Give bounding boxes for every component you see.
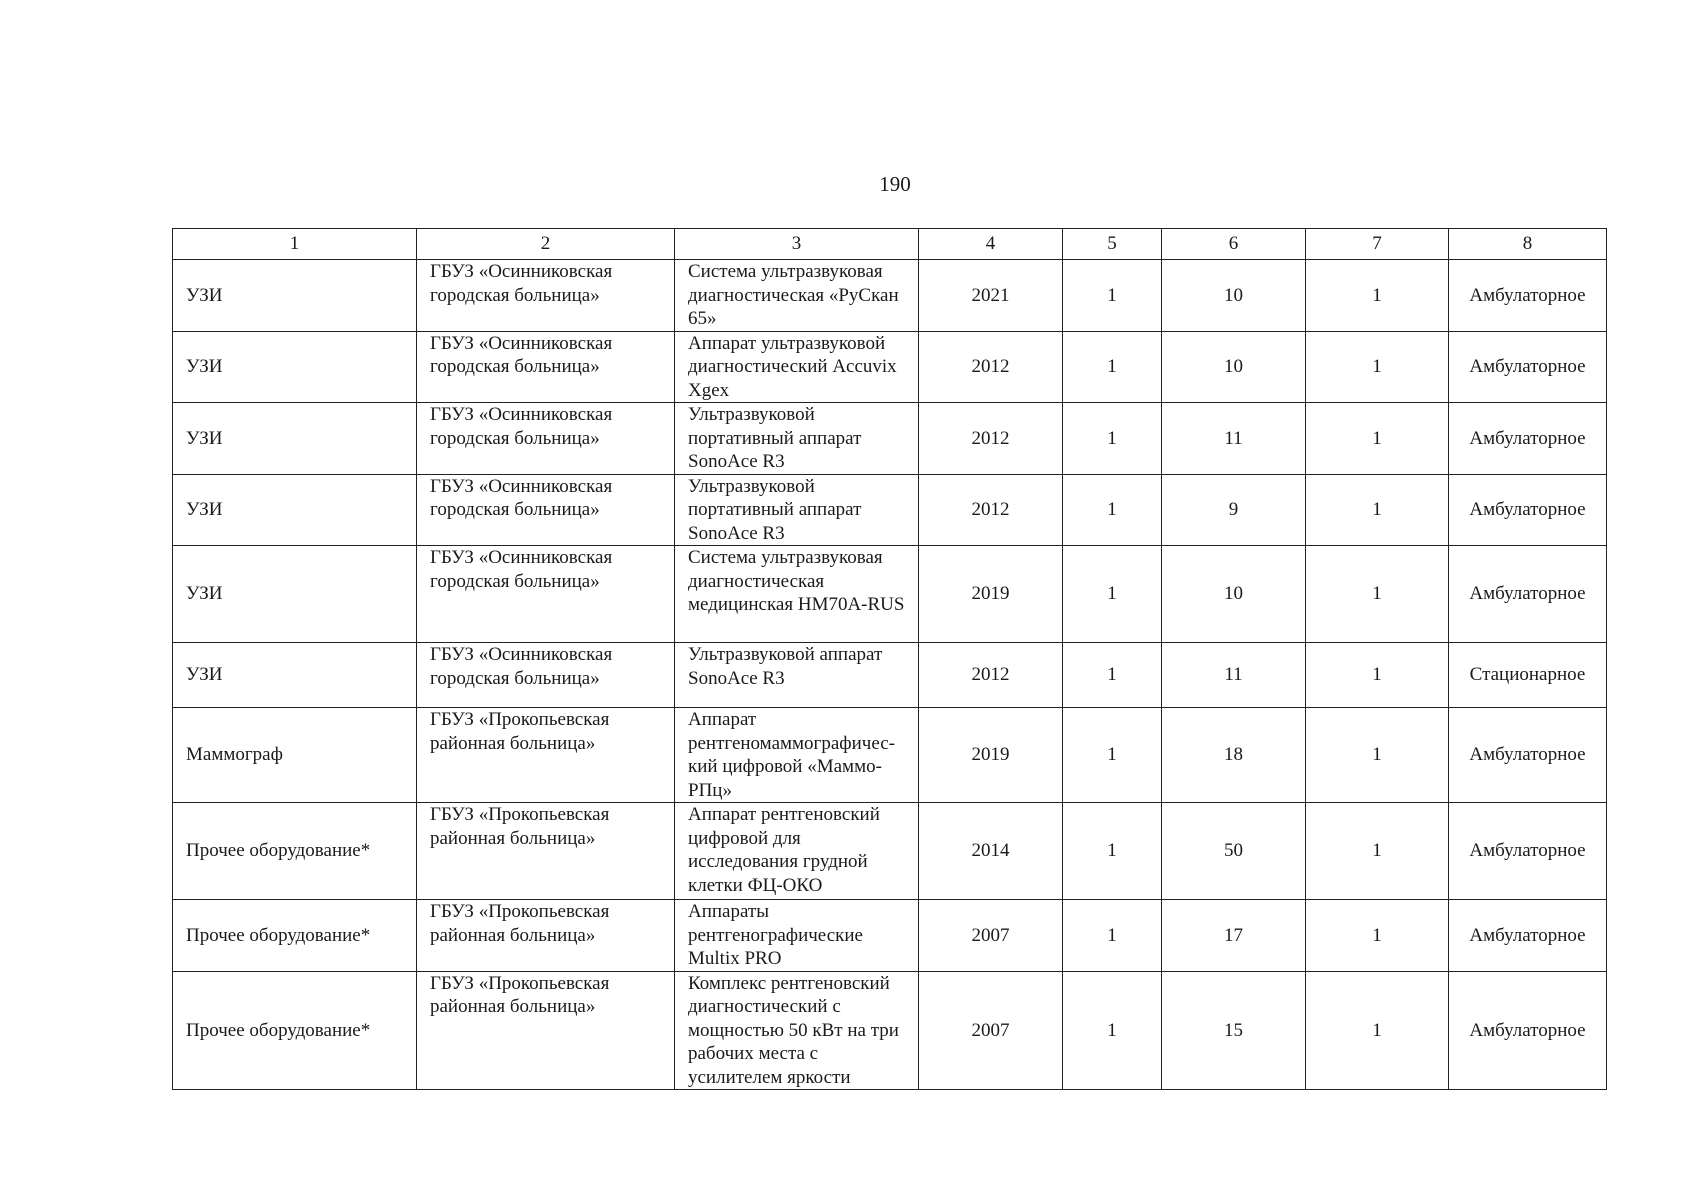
- col7-cell: 1: [1306, 643, 1449, 708]
- care-condition-cell: Стационарное: [1449, 643, 1607, 708]
- col6-cell: 10: [1162, 546, 1306, 643]
- column-header-4: 4: [919, 229, 1063, 260]
- table-row: [173, 403, 1607, 475]
- care-condition-cell: Амбулаторное: [1449, 546, 1607, 643]
- col5-cell: 1: [1063, 260, 1162, 332]
- equipment-type-cell: Прочее оборудование*: [173, 900, 417, 972]
- care-condition-cell: Амбулаторное: [1449, 708, 1607, 803]
- column-header-3: 3: [675, 229, 919, 260]
- organization-cell: ГБУЗ «Осинниковская городская больница»: [417, 546, 675, 643]
- year-cell: 2014: [919, 803, 1063, 900]
- care-condition-cell: Амбулаторное: [1449, 260, 1607, 332]
- care-condition-cell: Амбулаторное: [1449, 403, 1607, 475]
- organization-cell: ГБУЗ «Осинниковская городская больница»: [417, 260, 675, 332]
- page-number: 190: [879, 172, 911, 196]
- table-row: [173, 708, 1607, 803]
- col7-cell: 1: [1306, 260, 1449, 332]
- col6-cell: 15: [1162, 971, 1306, 1090]
- equipment-name-cell: Аппарат ультразвуковой диагностический Accuvix Xgex: [675, 331, 919, 403]
- col7-cell: 1: [1306, 900, 1449, 972]
- col7-cell: 1: [1306, 803, 1449, 900]
- year-cell: 2007: [919, 900, 1063, 972]
- equipment-type-cell: УЗИ: [173, 403, 417, 475]
- table-row: [173, 643, 1607, 708]
- col5-cell: 1: [1063, 643, 1162, 708]
- col7-cell: 1: [1306, 708, 1449, 803]
- col6-cell: 10: [1162, 260, 1306, 332]
- year-cell: 2019: [919, 546, 1063, 643]
- organization-cell: ГБУЗ «Осинниковская городская больница»: [417, 474, 675, 546]
- col7-cell: 1: [1306, 474, 1449, 546]
- equipment-type-cell: УЗИ: [173, 643, 417, 708]
- col7-cell: 1: [1306, 331, 1449, 403]
- col7-cell: 1: [1306, 403, 1449, 475]
- year-cell: 2012: [919, 403, 1063, 475]
- col6-cell: 50: [1162, 803, 1306, 900]
- table-row: [173, 474, 1607, 546]
- year-cell: 2019: [919, 708, 1063, 803]
- organization-cell: ГБУЗ «Осинниковская городская больница»: [417, 331, 675, 403]
- column-header-8: 8: [1449, 229, 1607, 260]
- col5-cell: 1: [1063, 403, 1162, 475]
- col5-cell: 1: [1063, 900, 1162, 972]
- equipment-type-cell: Маммограф: [173, 708, 417, 803]
- organization-cell: ГБУЗ «Прокопьевская районная больница»: [417, 971, 675, 1090]
- equipment-name-cell: Комплекс рентгеновский диагностический с мощностью 50 кВт на три рабочих места с усилителем яркости: [675, 971, 919, 1090]
- year-cell: 2021: [919, 260, 1063, 332]
- col5-cell: 1: [1063, 331, 1162, 403]
- column-header-6: 6: [1162, 229, 1306, 260]
- equipment-name-cell: Ультразвуковой аппарат SonoAce R3: [675, 643, 919, 708]
- col7-cell: 1: [1306, 971, 1449, 1090]
- col7-cell: 1: [1306, 546, 1449, 643]
- table-row: [173, 971, 1607, 1090]
- col5-cell: 1: [1063, 546, 1162, 643]
- care-condition-cell: Амбулаторное: [1449, 803, 1607, 900]
- equipment-name-cell: Ультразвуковой портативный аппарат SonoAce R3: [675, 474, 919, 546]
- col5-cell: 1: [1063, 708, 1162, 803]
- column-header-5: 5: [1063, 229, 1162, 260]
- equipment-type-cell: УЗИ: [173, 331, 417, 403]
- table-row: [173, 803, 1607, 900]
- header-row: [173, 229, 1607, 260]
- equipment-type-cell: Прочее оборудование*: [173, 803, 417, 900]
- equipment-name-cell: Система ультразвуковая диагностическая «РуСкан 65»: [675, 260, 919, 332]
- year-cell: 2012: [919, 643, 1063, 708]
- column-header-2: 2: [417, 229, 675, 260]
- equipment-type-cell: Прочее оборудование*: [173, 971, 417, 1090]
- organization-cell: ГБУЗ «Осинниковская городская больница»: [417, 403, 675, 475]
- column-header-1: 1: [173, 229, 417, 260]
- equipment-type-cell: УЗИ: [173, 546, 417, 643]
- col6-cell: 9: [1162, 474, 1306, 546]
- table-row: [173, 546, 1607, 643]
- year-cell: 2012: [919, 474, 1063, 546]
- col5-cell: 1: [1063, 803, 1162, 900]
- equipment-type-cell: УЗИ: [173, 474, 417, 546]
- col6-cell: 11: [1162, 403, 1306, 475]
- col5-cell: 1: [1063, 971, 1162, 1090]
- table-row: [173, 900, 1607, 972]
- col5-cell: 1: [1063, 474, 1162, 546]
- organization-cell: ГБУЗ «Осинниковская городская больница»: [417, 643, 675, 708]
- table-row: [173, 260, 1607, 332]
- equipment-name-cell: Аппарат рентгеновский цифровой для исследования грудной клетки ФЦ-ОКО: [675, 803, 919, 900]
- col6-cell: 18: [1162, 708, 1306, 803]
- col6-cell: 17: [1162, 900, 1306, 972]
- organization-cell: ГБУЗ «Прокопьевская районная больница»: [417, 803, 675, 900]
- col6-cell: 11: [1162, 643, 1306, 708]
- col6-cell: 10: [1162, 331, 1306, 403]
- organization-cell: ГБУЗ «Прокопьевская районная больница»: [417, 900, 675, 972]
- equipment-name-cell: Аппарат рентгеномаммографичес-кий цифровой «Маммо-РПц»: [675, 708, 919, 803]
- column-header-7: 7: [1306, 229, 1449, 260]
- equipment-name-cell: Аппараты рентгенографические Multix PRO: [675, 900, 919, 972]
- equipment-table: [172, 228, 1607, 1090]
- care-condition-cell: Амбулаторное: [1449, 971, 1607, 1090]
- table-row: [173, 331, 1607, 403]
- equipment-name-cell: Ультразвуковой портативный аппарат SonoAce R3: [675, 403, 919, 475]
- organization-cell: ГБУЗ «Прокопьевская районная больница»: [417, 708, 675, 803]
- year-cell: 2012: [919, 331, 1063, 403]
- care-condition-cell: Амбулаторное: [1449, 900, 1607, 972]
- equipment-type-cell: УЗИ: [173, 260, 417, 332]
- year-cell: 2007: [919, 971, 1063, 1090]
- care-condition-cell: Амбулаторное: [1449, 474, 1607, 546]
- care-condition-cell: Амбулаторное: [1449, 331, 1607, 403]
- equipment-name-cell: Система ультразвуковая диагностическая медицинская HM70A-RUS: [675, 546, 919, 643]
